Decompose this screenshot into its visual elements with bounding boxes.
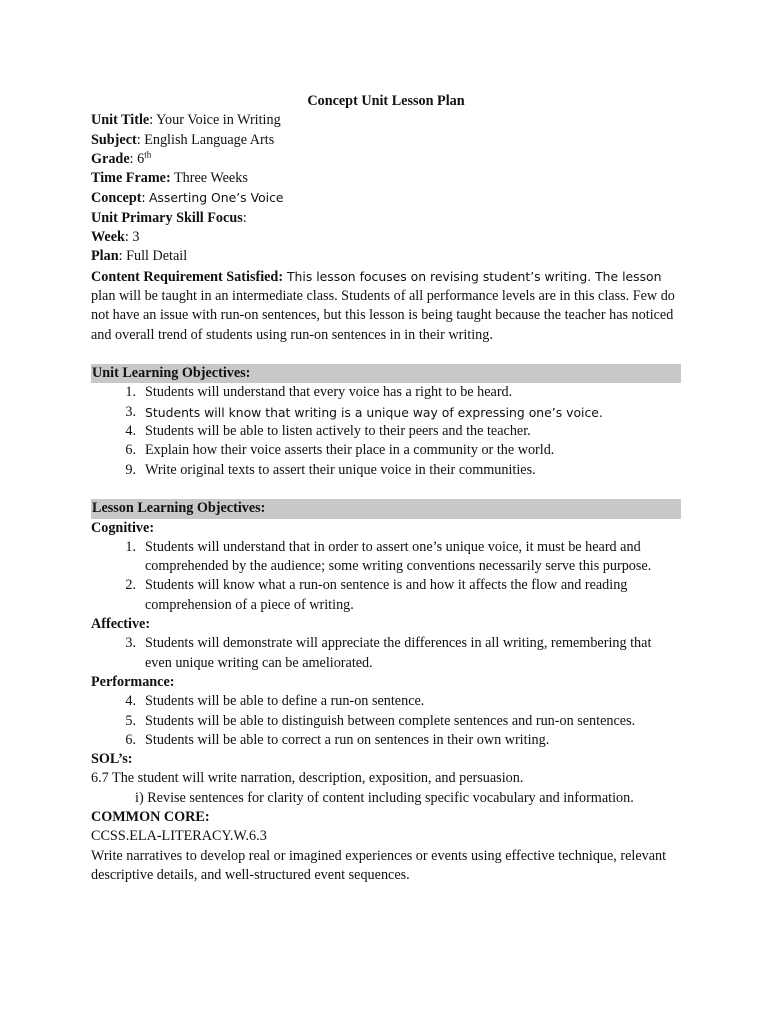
common-core-text: Write narratives to develop real or imagined experiences or events using effective technique, relevant descriptive details, and well-structured event sequences. xyxy=(91,847,667,883)
week-value: : 3 xyxy=(124,229,140,246)
list-item: 1. Students will understand that every voice has a right to be heard. xyxy=(125,384,513,401)
time-frame-label: Time Frame: xyxy=(91,170,171,187)
list-item: 2. Students will know what a run-on sentence is and how it affects the flow and reading comprehension of a piece of writing. xyxy=(125,577,628,613)
list-item: 6. Explain how their voice asserts their place in a community or the world. xyxy=(125,442,555,459)
affective-label: Affective: xyxy=(91,616,151,633)
skill-focus-value: : xyxy=(242,209,247,226)
affective-list xyxy=(91,634,681,673)
content-requirement-sans-text: This lesson focuses on revising student’s writing. The lesson xyxy=(283,268,662,284)
list-item: 9. Write original texts to assert their unique voice in their communities. xyxy=(125,461,536,478)
common-core-code: CCSS.ELA-LITERACY.W.6.3 xyxy=(91,828,267,845)
sols-label: SOL’s: xyxy=(91,751,133,768)
content-requirement-text: plan will be taught in an intermediate class. Students of all performance levels are in this class. Few do not have an issue with run-on sentences, but this lesson is being taught because the teacher has noticed and overall trend of students using run-on sentences in in their writing. xyxy=(91,287,675,343)
subject-value: : English Language Arts xyxy=(136,131,275,148)
subject-label: Subject xyxy=(91,131,137,148)
concept-separator: : xyxy=(141,190,149,207)
content-requirement-label: Content Requirement Satisfied: xyxy=(91,268,284,285)
skill-focus-line xyxy=(91,209,681,228)
sols-substandard: i) Revise sentences for clarity of content including specific vocabulary and information. xyxy=(135,789,634,806)
concept-line xyxy=(91,188,681,208)
grade-superscript: th xyxy=(144,149,152,160)
list-item: 3. Students will know that writing is a unique way of expressing one’s voice. xyxy=(125,403,603,420)
concept-value: Asserting One’s Voice xyxy=(148,190,284,206)
grade-value: : 6 xyxy=(129,150,145,167)
unit-objectives-list xyxy=(91,383,681,479)
performance-label: Performance: xyxy=(91,673,175,690)
list-item: 5. Students will be able to distinguish between complete sentences and run-on sentences. xyxy=(125,712,636,729)
week-label: Week xyxy=(91,229,125,246)
subject-line xyxy=(91,131,681,150)
unit-title-value: : Your Voice in Writing xyxy=(149,112,281,129)
common-core-label: COMMON CORE: xyxy=(91,808,210,825)
skill-focus-label: Unit Primary Skill Focus xyxy=(91,209,243,226)
lesson-plan-body xyxy=(91,92,681,885)
cognitive-list xyxy=(91,538,681,615)
list-item: 4. Students will be able to define a run-on sentence. xyxy=(125,693,425,710)
unit-title-label: Unit Title xyxy=(91,112,150,129)
performance-list xyxy=(91,692,681,750)
plan-value: : Full Detail xyxy=(118,248,188,265)
list-item: 3. Students will demonstrate will appreciate the differences in all writing, remembering that even unique writing can be ameliorated. xyxy=(125,635,652,671)
document-title: Concept Unit Lesson Plan xyxy=(307,93,465,109)
plan-label: Plan xyxy=(91,248,119,265)
time-frame-line xyxy=(91,169,681,188)
list-item: 4. Students will be able to listen actively to their peers and the teacher. xyxy=(125,423,531,440)
unit-objectives-heading: Unit Learning Objectives: xyxy=(91,364,681,383)
lesson-objectives-heading: Lesson Learning Objectives: xyxy=(91,499,681,518)
time-frame-value: Three Weeks xyxy=(170,170,248,187)
list-item: 6. Students will be able to correct a run on sentences in their own writing. xyxy=(125,731,550,748)
plan-line xyxy=(91,247,681,266)
unit-title-line xyxy=(91,111,681,130)
content-requirement xyxy=(91,267,681,345)
week-line xyxy=(91,228,681,247)
concept-label: Concept xyxy=(91,190,142,207)
grade-line xyxy=(91,150,681,169)
grade-label: Grade xyxy=(91,150,130,167)
sols-standard: 6.7 The student will write narration, description, exposition, and persuasion. xyxy=(91,770,524,787)
list-item: 1. Students will understand that in order to assert one’s unique voice, it must be heard and comprehended by the audience; some writing conventions necessarily serve this purpose. xyxy=(125,538,652,575)
cognitive-label: Cognitive: xyxy=(91,519,155,536)
